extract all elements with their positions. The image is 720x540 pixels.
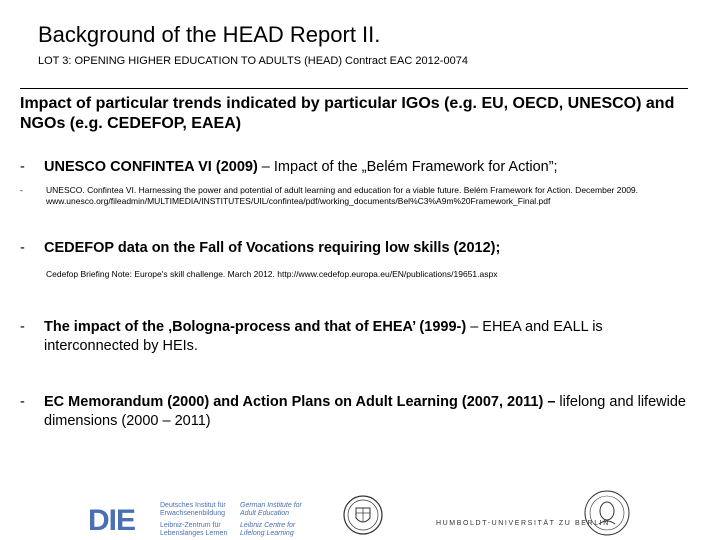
page-title: Background of the HEAD Report II. [38,22,381,47]
bullet-dash: - [20,185,23,195]
bullet-bold-text: CEDEFOP data on the Fall of Vocations requiring low skills (2012); [44,240,501,256]
humboldt-name: HUMBOLDT-UNIVERSITÄT ZU BERLIN [436,520,610,527]
university-seal-icon [342,492,384,538]
bullet-dash: - [20,394,25,410]
humboldt-seal-icon [582,488,632,538]
bullet-bold-text: EC Memorandum (2000) and Action Plans on Adult Learning (2007, 2011) – [44,394,556,410]
bullet-bologna [20,318,690,356]
bullet-cedefop [20,239,710,258]
reference-text: UNESCO. Confintea VI. Harnessing the power and potential of adult learning and education for a viable future. Belém Framework for Action. December 2009. www.unesco.org/fileadmin/MULTIMEDIA/INSTITUTES/UIL/confintea/pdf/working_documents/Bel%C3%A9m%20Framework_Final.pdf [46,185,639,206]
reference-unesco [20,185,680,207]
bullet-rest-text: lifelong and lifewide dimensions (2000 – 2011) [44,394,686,429]
bullet-bold-text: UNESCO CONFINTEA VI (2009) [44,159,258,175]
bullet-dash: - [20,240,25,256]
bullet-bold-text: The impact of the ‚Bologna-process and that of EHEA’ (1999-) [44,319,467,335]
bullet-dash: - [20,159,25,175]
footer-logos [0,478,720,540]
bullet-ec-memorandum [20,393,700,431]
reference-cedefop: Cedefop Briefing Note: Europe's skill challenge. March 2012. http://www.cedefop.europa.eu/EN/publications/19651.aspx [46,269,498,279]
die-text-english: German Institute for Adult Education Leibniz Centre for Lifelong Learning [240,502,302,537]
die-text-german: Deutsches Institut für Erwachsenenbildung Leibniz-Zentrum für Lebenslanges Lernen [160,502,228,537]
bullet-dash: - [20,319,25,335]
divider [20,88,688,89]
die-logo: DIE [88,504,136,537]
bullet-rest-text: – Impact of the „Belém Framework for Action”; [257,159,558,175]
bullet-unesco [20,158,710,177]
intro-text: Impact of particular trends indicated by particular IGOs (e.g. EU, OECD, UNESCO) and NGOs (e.g. CEDEFOP, EAEA) [20,95,675,132]
page-subtitle: LOT 3: OPENING HIGHER EDUCATION TO ADULTS (HEAD) Contract EAC 2012-0074 [38,55,468,67]
bullet-rest-text: – EHEA and EALL is interconnected by HEIs. [44,319,603,354]
